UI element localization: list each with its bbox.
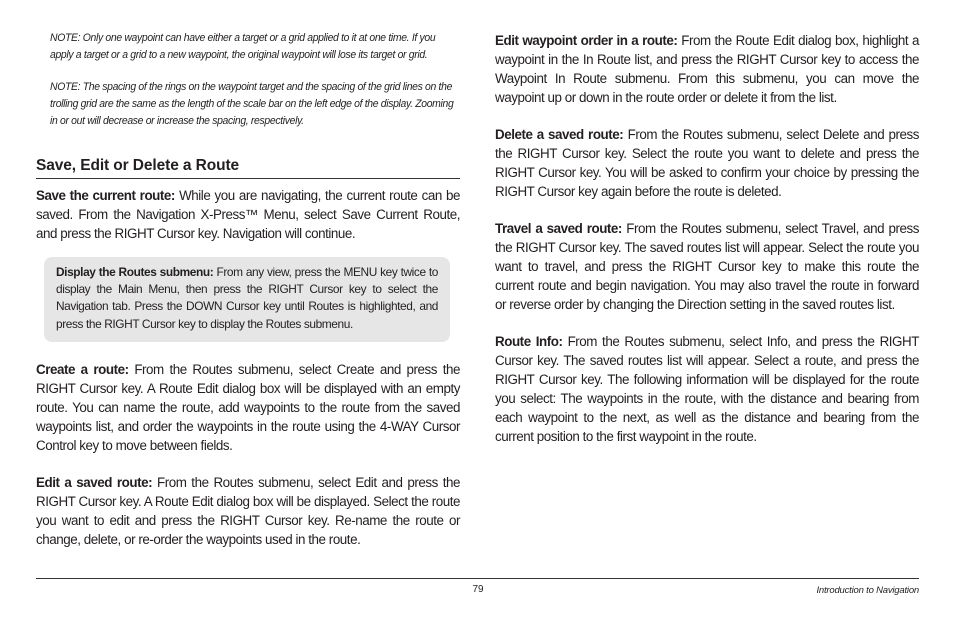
note-text: Only one waypoint can have either a target or a grid applied to it at one time. If you apply a target or a grid to a new waypoint, the original waypoint will lose its target or grid. — [50, 32, 436, 61]
note-ring-spacing — [50, 79, 459, 130]
page-number: 79 — [472, 584, 484, 595]
paragraph-text: From the Routes submenu, select Info, and press the RIGHT Cursor key. The saved routes list will appear. Select a route, and press the RIGHT Cursor key. The following information will be displayed for the route you select: The waypoints in the route, with the distance and bearing from each waypoint to the next, as well as the distance and bearing from the current position to the first waypoint in the route. — [495, 334, 919, 444]
paragraph-delete-route — [495, 125, 919, 201]
note-target-grid — [50, 30, 459, 64]
callout-paragraph — [56, 264, 438, 333]
callout-lead: Display the Routes submenu: — [56, 265, 214, 279]
routes-submenu-callout — [44, 257, 450, 342]
paragraph-lead: Delete a saved route: — [495, 127, 624, 142]
note-label: NOTE: — [50, 32, 81, 44]
paragraph-route-info — [495, 332, 919, 446]
note-text: The spacing of the rings on the waypoint target and the spacing of the grid lines on the trolling grid are the same as the length of the scale bar on the left edge of the display. Zooming in or out will decrease or increase the spacing, respectively. — [50, 81, 454, 127]
paragraph-text: From the Route Edit dialog box, highlight a waypoint in the In Route list, and press the RIGHT Cursor key to access the Waypoint In Route submenu. From this submenu, you can move the waypoint up or down in the route order or delete it from the list. — [495, 33, 920, 105]
paragraph-travel-route — [495, 219, 919, 314]
paragraph-text: From the Routes submenu, select Edit and press the RIGHT Cursor key. A Route Edit dialog box will be displayed. Select the route you want to edit and press the RIGHT Cursor key. Re-name the route or change, delete, or re-order the waypoints used in the route. — [36, 474, 460, 547]
footer-chapter-title: Introduction to Navigation — [816, 585, 919, 596]
paragraph-text: While you are navigating, the current route can be saved. From the Navigation X-Press™ Menu, select Save Current Route, and press the RIGHT Cursor key. Navigation will continue. — [36, 188, 460, 241]
paragraph-save-route — [36, 186, 460, 243]
paragraph-edit-waypoint-order — [495, 31, 919, 107]
paragraph-text: From the Routes submenu, select Delete and press the RIGHT Cursor key. Select the route you want to delete and press the RIGHT Cursor key. You will be asked to confirm your choice by pressing the RIGHT Cursor key again before the route is deleted. — [495, 127, 919, 199]
paragraph-lead: Edit a saved route: — [36, 474, 153, 490]
paragraph-lead: Save the current route: — [36, 188, 175, 203]
paragraph-lead: Edit waypoint order in a route: — [495, 33, 678, 48]
callout-text: From any view, press the MENU key twice to display the Main Menu, then press the RIGHT Cursor key to select the Navigation tab. Press the DOWN Cursor key until Routes is highlighted, and press the RIGHT Cursor key to display the Routes submenu. — [56, 265, 439, 331]
paragraph-lead: Travel a saved route: — [495, 221, 622, 236]
right-column — [495, 31, 919, 446]
footer-divider — [36, 578, 919, 579]
paragraph-edit-route — [36, 473, 460, 549]
section-title: Save, Edit or Delete a Route — [36, 157, 460, 179]
paragraph-text: From the Routes submenu, select Travel, and press the RIGHT Cursor key. The saved routes list will appear. Select the route you want to travel, and press the RIGHT Cursor key to make this route the current route and begin navigation. You may also travel the route in forward or reverse order by changing the Direction setting in the saved routes list. — [495, 221, 919, 312]
note-label: NOTE: — [50, 81, 81, 93]
left-column — [36, 30, 460, 549]
paragraph-create-route — [36, 360, 460, 455]
paragraph-lead: Create a route: — [36, 361, 129, 377]
paragraph-text: From the Routes submenu, select Create and press the RIGHT Cursor key. A Route Edit dialog box will be displayed with an empty route. You can name the route, add waypoints to the route from the saved waypoints list, and order the waypoints in the route using the 4-WAY Cursor Control key to move between fields. — [36, 361, 461, 453]
paragraph-lead: Route Info: — [495, 334, 563, 349]
